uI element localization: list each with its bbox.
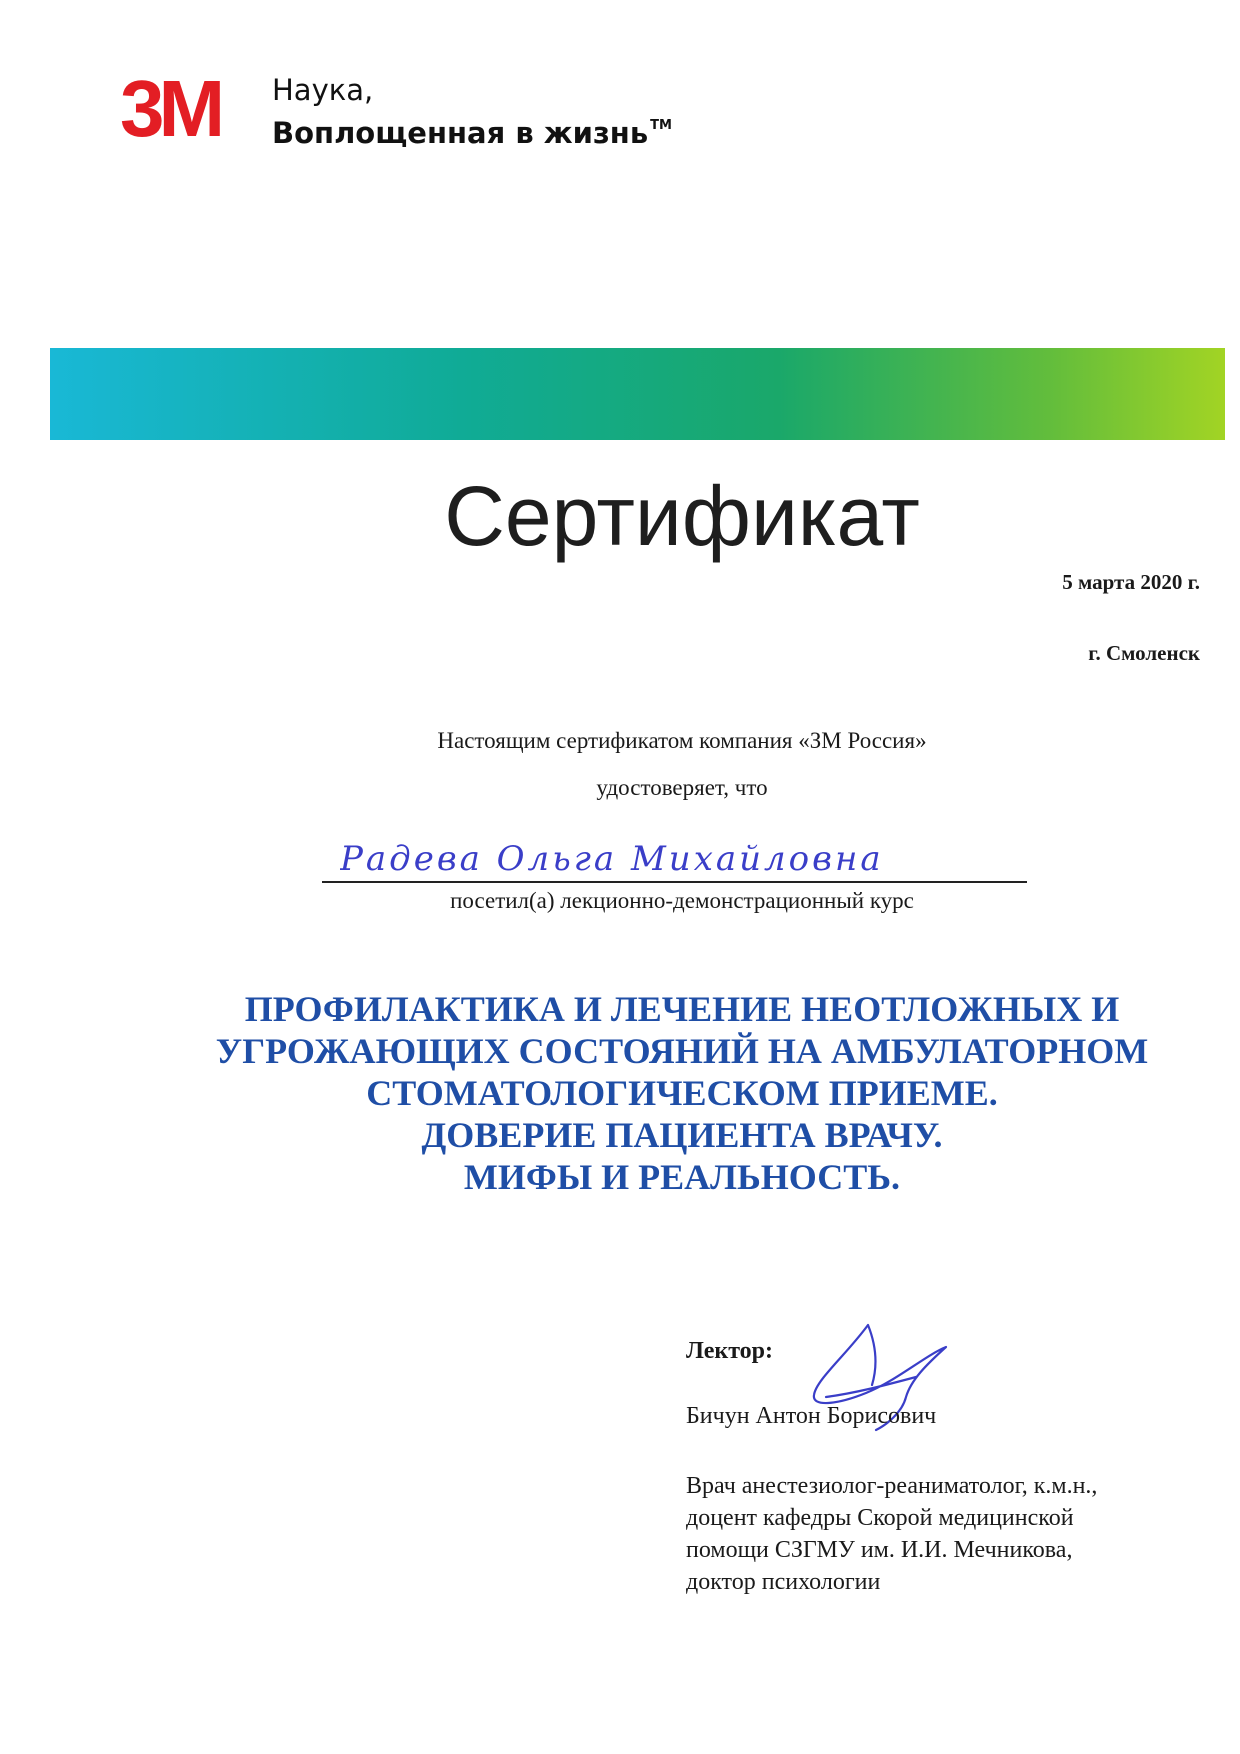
course-title-line: ДОВЕРИЕ ПАЦИЕНТА ВРАЧУ. (421, 1115, 943, 1155)
recipient-name-handwritten (340, 832, 1040, 882)
lector-description-line: помощи СЗГМУ им. И.И. Мечникова, (686, 1537, 1073, 1563)
certificate-city: г. Смоленск (1088, 641, 1200, 665)
3m-logo (120, 72, 240, 144)
course-title-line: УГРОЖАЮЩИХ СОСТОЯНИЙ НА АМБУЛАТОРНОМ (215, 1031, 1149, 1071)
course-title-line: ПРОФИЛАКТИКА И ЛЕЧЕНИЕ НЕОТЛОЖНЫХ И (244, 989, 1120, 1029)
lector-description-line: доцент кафедры Скорой медицинской (686, 1505, 1074, 1531)
lector-name: Бичун Антон Борисович (686, 1403, 937, 1429)
intro-line-2: удостоверяет, что (596, 775, 768, 800)
brand-tagline (272, 72, 672, 151)
recipient-name: Радева Ольга Михайловна (340, 839, 884, 879)
gradient-band (50, 348, 1225, 440)
lector-label: Лектор: (686, 1338, 774, 1364)
tagline-line-2: Воплощенная в жизнь ™ (272, 116, 672, 150)
lector-description-line: Врач анестезиолог-реаниматолог, к.м.н., (686, 1473, 1098, 1499)
lector-description (686, 1470, 1097, 1598)
certificate-date: 5 марта 2020 г. (1062, 570, 1200, 594)
lector-description-line: доктор психологии (686, 1569, 881, 1595)
3m-logo-text: 3M (120, 72, 220, 144)
tagline-line-1: Наука, (272, 73, 374, 107)
course-title (0, 988, 1240, 1198)
name-underline (322, 881, 1027, 883)
course-intro: посетил(а) лекционно-демонстрационный курс (450, 888, 914, 913)
course-title-line: МИФЫ И РЕАЛЬНОСТЬ. (463, 1157, 901, 1197)
trademark: TM (650, 118, 672, 133)
intro-line-1: Настоящим сертификатом компания «ЗМ Россия» (437, 728, 927, 753)
course-title-line: СТОМАТОЛОГИЧЕСКОМ ПРИЕМЕ. (366, 1073, 998, 1113)
certificate-title: Сертификат (444, 469, 920, 563)
